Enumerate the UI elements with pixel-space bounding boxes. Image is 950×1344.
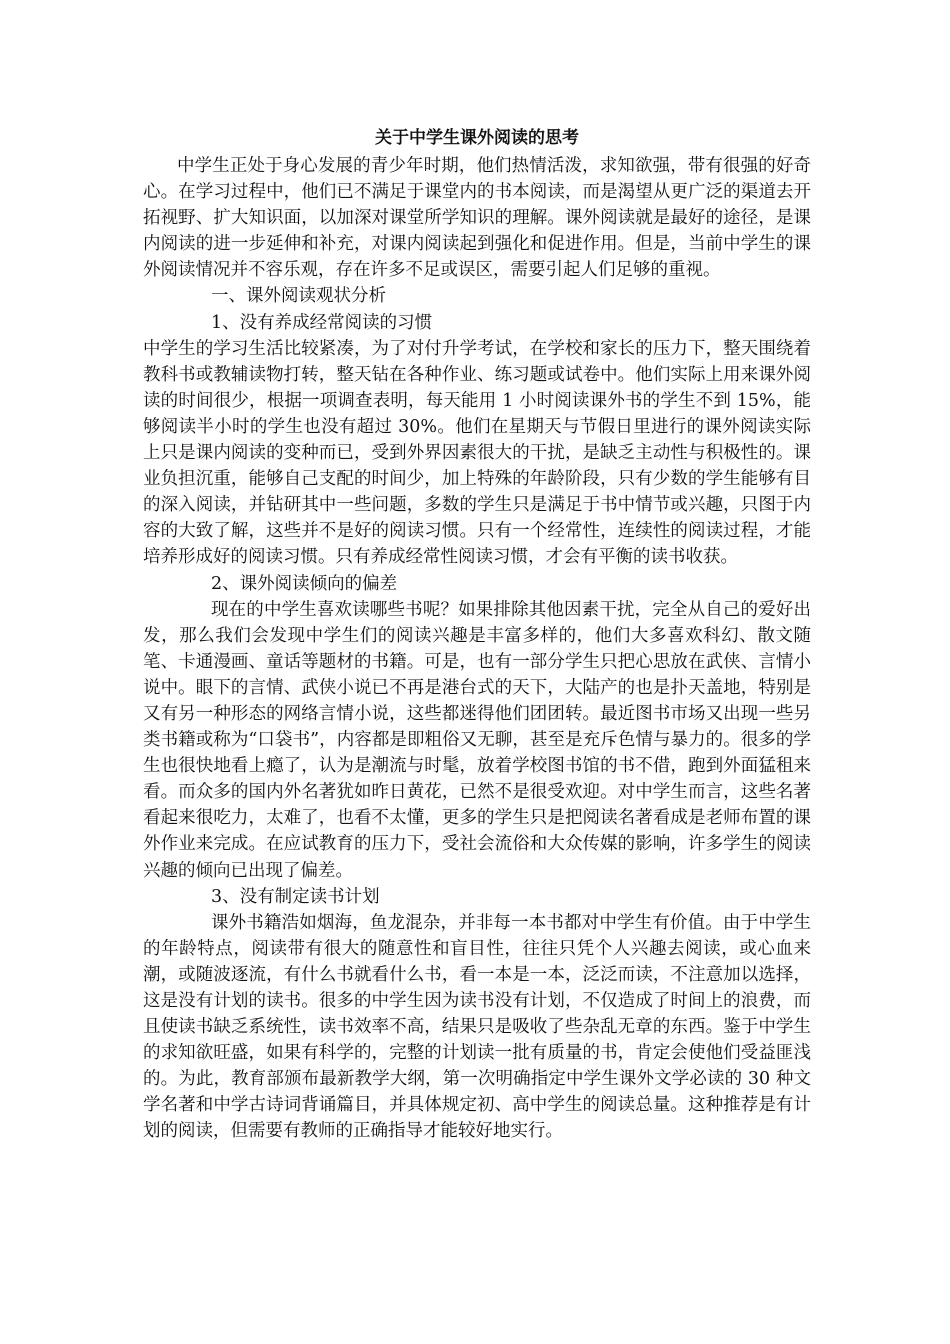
document-body: [143, 125, 811, 1145]
subsection-1-heading: 1、没有养成经常阅读的习惯: [211, 312, 433, 333]
intro-paragraph: 中学生正处于身心发展的青少年时期，他们热情活泼，求知欲强，带有很强的好奇心。在学习过程中，他们已不满足于课堂内的书本阅读，而是渴望从更广泛的渠道去开拓视野、扩大知识面，以加深对课堂所学知识的理解。课外阅读就是最好的途径，是课内阅读的进一步延伸和补充，对课内阅读起到强化和促进作用。但是，当前中学生的课外阅读情况并不容乐观，存在许多不足或误区，需要引起人们足够的重视。: [143, 156, 811, 281]
subsection-1-body: 中学生的学习生活比较紧凑，为了对付升学考试，在学校和家长的压力下，整天围绕着教科书或教辅读物打转，整天钻在各种作业、练习题或试卷中。他们实际上用来课外阅读的时间很少，根据一项调查表明，每天能用 1 小时阅读课外书的学生不到 15%，能够阅读半小时的学生也没有超过 30%。他们在星期天与节假日里进行的课外阅读实际上只是课内阅读的变种而已，受到外界因素很大的干扰，是缺乏主动性与积极性的。课业负担沉重，能够自己支配的时间少，加上特殊的年龄阶段，只有少数的学生能够有目的深入阅读，并钻研其中一些问题，多数的学生只是满足于书中情节或兴趣，只图于内容的大致了解，这些并不是好的阅读习惯。只有一个经常性，连续性的阅读过程，才能培养形成好的阅读习惯。只有养成经常性阅读习惯，才会有平衡的读书收获。: [143, 338, 811, 568]
subsection-3-body: 课外书籍浩如烟海，鱼龙混杂，并非每一本书都对中学生有价值。由于中学生的年龄特点，阅读带有很大的随意性和盲目性，往往只凭个人兴趣去阅读，或心血来潮，或随波逐流，有什么书就看什么书，看一本是一本，泛泛而读，不注意加以选择，这是没有计划的读书。很多的中学生因为读书没有计划，不仅造成了时间上的浪费，而且使读书缺乏系统性，读书效率不高，结果只是吸收了些杂乱无章的东西。鉴于中学生的求知欲旺盛，如果有科学的，完整的计划读一批有质量的书，肯定会使他们受益匪浅的。为此，教育部颁布最新教学大纲，第一次明确指定中学生课外文学必读的 30 种文学名著和中学古诗词背诵篇目，并具体规定初、高中学生的阅读总量。这种推荐是有计划的阅读，但需要有教师的正确指导才能较好地实行。: [143, 912, 811, 1142]
section-1-heading: 一、课外阅读观状分析: [211, 286, 386, 307]
subsection-3-heading: 3、没有制定读书计划: [211, 886, 380, 907]
subsection-2-heading: 2、课外阅读倾向的偏差: [211, 573, 398, 594]
subsection-2-body: 现在的中学生喜欢读哪些书呢？如果排除其他因素干扰，完全从自己的爱好出发，那么我们会发现中学生们的阅读兴趣是丰富多样的，他们大多喜欢科幻、散文随笔、卡通漫画、童话等题材的书籍。可是，也有一部分学生只把心思放在武侠、言情小说中。眼下的言情、武侠小说已不再是港台式的天下，大陆产的也是扑天盖地，特别是又有另一种形态的网络言情小说，这些都迷得他们团团转。最近图书市场又出现一些另类书籍或称为“口袋书”，内容都是即粗俗又无聊，甚至是充斥色情与暴力的。很多的学生也很快地看上瘾了，认为是潮流与时髦，放着学校图书馆的书不借，跑到外面猛租来看。而众多的国内外名著犹如昨日黄花，已然不是很受欢迎。对中学生而言，这些名著看起来很吃力，太难了，也看不太懂，更多的学生只是把阅读名著看成是老师布置的课外作业来完成。在应试教育的压力下，受社会流俗和大众传媒的影响，许多学生的阅读兴趣的倾向已出现了偏差。: [143, 599, 811, 881]
document-title: 关于中学生课外阅读的思考: [375, 128, 579, 148]
